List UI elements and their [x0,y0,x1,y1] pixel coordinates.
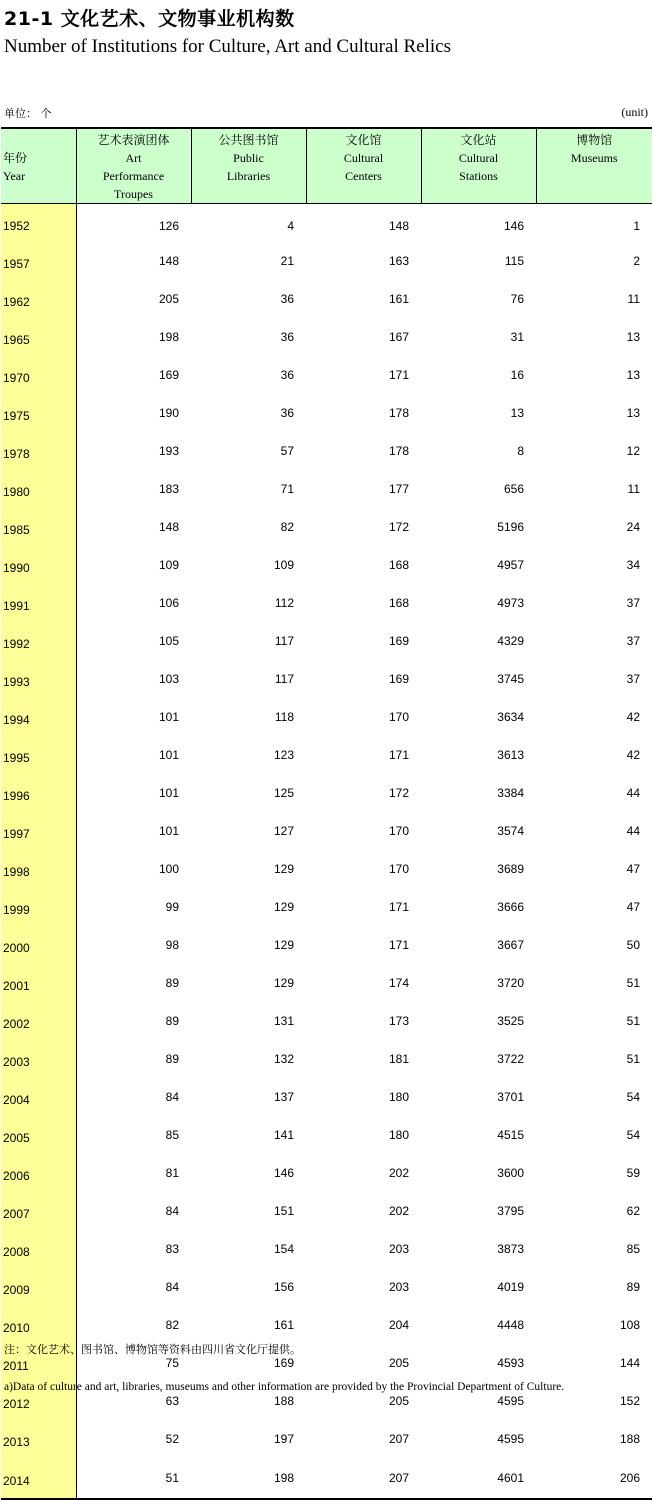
libraries-cell: 118 [274,710,294,724]
libraries-cell: 146 [273,1166,294,1180]
cultural-stations-cell: 3634 [497,710,524,724]
museums-cell: 108 [619,1318,640,1332]
table-row [1,1116,652,1154]
libraries-cell: 188 [273,1394,294,1408]
table-row [1,1078,652,1116]
header-cc-en-2: Centers [345,169,382,183]
art-troupes-cell: 103 [158,672,179,686]
cultural-stations-cell: 4601 [497,1471,524,1485]
year-cell: 2007 [1,1192,76,1230]
year-cell: 2004 [1,1078,76,1116]
cultural-stations-cell: 3384 [497,786,524,800]
cultural-centers-cell: 169 [388,672,409,686]
table-row [1,394,652,432]
cultural-stations-cell: 4019 [497,1280,524,1294]
art-troupes-cell: 101 [158,748,179,762]
year-cell: 1999 [1,888,76,926]
cultural-centers-cell: 204 [388,1318,409,1332]
year-cell: 2003 [1,1040,76,1078]
art-troupes-cell: 193 [158,444,179,458]
cultural-stations-cell: 115 [504,254,524,268]
cultural-centers-cell: 171 [388,748,409,762]
museums-cell: 51 [626,1014,640,1028]
art-troupes-cell: 75 [165,1356,179,1370]
header-year-cn: 年份 [3,151,28,165]
page-title-cn: 21-1 文化艺术、文物事业机构数 [4,8,295,30]
header-art-en-1: Art [125,151,142,165]
table-row [1,280,652,318]
libraries-cell: 57 [280,444,294,458]
cultural-stations-cell: 16 [510,368,524,382]
year-cell: 1997 [1,812,76,850]
cultural-centers-cell: 203 [388,1280,409,1294]
museums-cell: 37 [626,672,640,686]
cultural-centers-cell: 169 [388,634,409,648]
table-row [1,964,652,1002]
cultural-stations-cell: 3745 [497,672,524,686]
cultural-stations-cell: 5196 [497,520,524,534]
art-troupes-cell: 84 [165,1280,179,1294]
table-row [1,470,652,508]
year-cell: 2008 [1,1230,76,1268]
art-troupes-cell: 81 [165,1166,179,1180]
art-troupes-cell: 190 [158,406,179,420]
year-cell: 2002 [1,1002,76,1040]
cultural-stations-cell: 76 [510,292,524,306]
year-cell: 1996 [1,774,76,812]
cultural-stations-cell: 4595 [497,1394,524,1408]
cultural-stations-cell: 4593 [497,1356,524,1370]
museums-cell: 1 [633,219,640,233]
art-troupes-cell: 126 [158,219,179,233]
cultural-centers-cell: 181 [388,1052,409,1066]
table-row [1,1002,652,1040]
cultural-centers-cell: 172 [388,520,409,534]
table-row [1,698,652,736]
museums-cell: 12 [626,444,640,458]
libraries-cell: 197 [273,1432,294,1446]
cultural-stations-cell: 4595 [497,1432,524,1446]
table-row [1,888,652,926]
art-troupes-cell: 84 [165,1090,179,1104]
libraries-cell: 169 [273,1356,294,1370]
art-troupes-cell: 183 [158,482,179,496]
museums-cell: 13 [626,368,640,382]
year-cell: 1957 [1,242,76,280]
libraries-cell: 4 [287,219,294,233]
cultural-centers-cell: 205 [388,1394,409,1408]
museums-cell: 47 [626,900,640,914]
year-cell: 1990 [1,546,76,584]
cultural-stations-cell: 31 [510,330,524,344]
cultural-stations-cell: 3613 [497,748,524,762]
libraries-cell: 21 [280,254,294,268]
table-row [1,1230,652,1268]
museums-cell: 11 [627,482,640,496]
header-cc-en-1: Cultural [343,151,384,165]
cultural-stations-cell: 146 [503,219,524,233]
cultural-stations-cell: 3720 [497,976,524,990]
year-cell: 1991 [1,584,76,622]
art-troupes-cell: 82 [165,1318,179,1332]
cultural-centers-cell: 163 [388,254,409,268]
year-cell: 2010 [1,1306,76,1344]
cultural-stations-cell: 3873 [497,1242,524,1256]
year-cell: 1952 [1,204,76,243]
museums-cell: 37 [626,634,640,648]
year-cell: 1985 [1,508,76,546]
year-cell: 1975 [1,394,76,432]
cultural-stations-cell: 13 [510,406,524,420]
libraries-cell: 123 [273,748,294,762]
museums-cell: 54 [626,1128,640,1142]
cultural-stations-cell: 3795 [497,1204,524,1218]
year-cell: 1962 [1,280,76,318]
libraries-cell: 151 [273,1204,294,1218]
header-art-cn: 艺术表演团体 [97,133,170,147]
cultural-centers-cell: 205 [388,1356,409,1370]
art-troupes-cell: 89 [165,976,179,990]
header-mus-cn: 博物馆 [576,133,613,147]
header-mus-en-1: Museums [570,151,618,165]
cultural-centers-cell: 202 [388,1166,409,1180]
libraries-cell: 36 [280,330,294,344]
museums-cell: 50 [626,938,640,952]
table-row [1,660,652,698]
cultural-centers-cell: 170 [388,710,409,724]
table-row [1,242,652,280]
year-cell: 2012 [1,1382,76,1420]
art-troupes-cell: 84 [165,1204,179,1218]
table-row [1,584,652,622]
art-troupes-cell: 169 [158,368,179,382]
art-troupes-cell: 63 [165,1394,179,1408]
year-cell: 2005 [1,1116,76,1154]
table-row [1,432,652,470]
museums-cell: 144 [619,1356,640,1370]
institutions-table [1,127,652,1500]
libraries-cell: 127 [273,824,294,838]
cultural-centers-cell: 170 [388,862,409,876]
art-troupes-cell: 100 [158,862,179,876]
libraries-cell: 117 [274,634,294,648]
libraries-cell: 137 [273,1090,294,1104]
table-row [1,204,652,243]
libraries-cell: 71 [280,482,294,496]
art-troupes-cell: 101 [158,824,179,838]
year-cell: 2009 [1,1268,76,1306]
cultural-centers-cell: 161 [388,292,409,306]
museums-cell: 206 [619,1471,640,1485]
libraries-cell: 156 [273,1280,294,1294]
museums-cell: 42 [626,710,640,724]
header-cultural-centers [306,128,421,204]
table-row [1,1192,652,1230]
cultural-centers-cell: 207 [388,1432,409,1446]
museums-cell: 42 [626,748,640,762]
museums-cell: 44 [626,824,640,838]
cultural-centers-cell: 202 [388,1204,409,1218]
year-cell: 2011 [1,1344,76,1382]
museums-cell: 2 [633,254,640,268]
art-troupes-cell: 148 [158,254,179,268]
year-cell: 1978 [1,432,76,470]
libraries-cell: 129 [273,862,294,876]
cultural-centers-cell: 171 [388,900,409,914]
art-troupes-cell: 85 [165,1128,179,1142]
cultural-centers-cell: 203 [388,1242,409,1256]
header-public-libraries [191,128,306,204]
year-cell: 1980 [1,470,76,508]
cultural-centers-cell: 167 [388,330,409,344]
libraries-cell: 132 [273,1052,294,1066]
libraries-cell: 154 [273,1242,294,1256]
header-cs-cn: 文化站 [460,133,497,147]
cultural-centers-cell: 168 [388,596,409,610]
cultural-centers-cell: 178 [388,406,409,420]
cultural-stations-cell: 3666 [497,900,524,914]
year-cell: 1992 [1,622,76,660]
art-troupes-cell: 51 [165,1471,179,1485]
museums-cell: 85 [626,1242,640,1256]
art-troupes-cell: 52 [165,1432,179,1446]
cultural-stations-cell: 4448 [497,1318,524,1332]
header-year-en: Year [3,169,26,183]
museums-cell: 13 [626,330,640,344]
table-row [1,622,652,660]
footnote-en: a)Data of culture and art, libraries, museums and other information are provided by the Provincial Department of Culture. [4,1381,565,1393]
cultural-stations-cell: 3574 [497,824,524,838]
page-title-en: Number of Institutions for Culture, Art and Cultural Relics [4,36,451,57]
libraries-cell: 161 [273,1318,294,1332]
cultural-stations-cell: 4515 [497,1128,524,1142]
year-cell: 1970 [1,356,76,394]
art-troupes-cell: 89 [165,1014,179,1028]
cultural-stations-cell: 8 [517,444,524,458]
art-troupes-cell: 99 [165,900,179,914]
cultural-stations-cell: 3667 [497,938,524,952]
libraries-cell: 198 [273,1471,294,1485]
header-cultural-stations [421,128,536,204]
libraries-cell: 36 [280,292,294,306]
cultural-centers-cell: 173 [388,1014,409,1028]
table-row [1,812,652,850]
museums-cell: 44 [626,786,640,800]
table-row [1,318,652,356]
table-row [1,1268,652,1306]
cultural-stations-cell: 3600 [497,1166,524,1180]
museums-cell: 47 [626,862,640,876]
libraries-cell: 36 [280,368,294,382]
cultural-centers-cell: 171 [388,938,409,952]
cultural-centers-cell: 171 [388,368,409,382]
cultural-centers-cell: 177 [388,482,409,496]
art-troupes-cell: 105 [158,634,179,648]
museums-cell: 24 [626,520,640,534]
libraries-cell: 82 [280,520,294,534]
museums-cell: 37 [626,596,640,610]
museums-cell: 152 [619,1394,640,1408]
libraries-cell: 141 [273,1128,294,1142]
table-row [1,774,652,812]
year-cell: 2000 [1,926,76,964]
table-row [1,1458,652,1499]
cultural-centers-cell: 180 [388,1128,409,1142]
header-lib-en-2: Libraries [226,169,271,183]
cultural-stations-cell: 4973 [497,596,524,610]
art-troupes-cell: 205 [158,292,179,306]
year-cell: 2013 [1,1420,76,1458]
year-cell: 2014 [1,1458,76,1499]
year-cell: 2001 [1,964,76,1002]
museums-cell: 34 [626,558,640,572]
table-row [1,356,652,394]
libraries-cell: 112 [274,596,294,610]
year-cell: 1993 [1,660,76,698]
cultural-stations-cell: 4957 [497,558,524,572]
cultural-stations-cell: 656 [503,482,524,496]
header-year [1,128,76,204]
table-row [1,1420,652,1458]
libraries-cell: 125 [273,786,294,800]
year-cell: 1995 [1,736,76,774]
year-cell: 1994 [1,698,76,736]
footnote-cn: 注：文化艺术、图书馆、博物馆等资料由四川省文化厅提供。 [4,1343,301,1356]
museums-cell: 188 [619,1432,640,1446]
table-row [1,1306,652,1344]
museums-cell: 51 [626,1052,640,1066]
cultural-stations-cell: 3722 [497,1052,524,1066]
art-troupes-cell: 106 [158,596,179,610]
table-row [1,736,652,774]
art-troupes-cell: 101 [158,710,179,724]
museums-cell: 62 [626,1204,640,1218]
table-row [1,1154,652,1192]
libraries-cell: 129 [273,976,294,990]
header-cs-en-2: Stations [459,169,498,183]
art-troupes-cell: 89 [165,1052,179,1066]
libraries-cell: 129 [273,900,294,914]
cultural-stations-cell: 4329 [497,634,524,648]
cultural-centers-cell: 178 [388,444,409,458]
cultural-stations-cell: 3525 [497,1014,524,1028]
cultural-centers-cell: 207 [388,1471,409,1485]
libraries-cell: 129 [273,938,294,952]
unit-label-cn: 单位： 个 [4,107,52,120]
header-lib-cn: 公共图书馆 [218,133,279,147]
museums-cell: 11 [627,292,640,306]
table-row [1,508,652,546]
unit-label-en: (unit) [621,105,648,119]
table-row [1,926,652,964]
header-art-en-3: Troupes [114,187,153,201]
year-cell: 1998 [1,850,76,888]
art-troupes-cell: 198 [158,330,179,344]
museums-cell: 54 [626,1090,640,1104]
museums-cell: 13 [626,406,640,420]
cultural-centers-cell: 168 [388,558,409,572]
cultural-stations-cell: 3689 [497,862,524,876]
year-cell: 2006 [1,1154,76,1192]
art-troupes-cell: 109 [158,558,179,572]
art-troupes-cell: 98 [165,938,179,952]
table-body [1,204,652,1500]
art-troupes-cell: 83 [165,1242,179,1256]
museums-cell: 51 [626,976,640,990]
libraries-cell: 109 [273,558,294,572]
museums-cell: 59 [626,1166,640,1180]
header-lib-en-1: Public [233,151,264,165]
header-cs-en-1: Cultural [458,151,499,165]
libraries-cell: 131 [273,1014,294,1028]
art-troupes-cell: 101 [158,786,179,800]
table-row [1,850,652,888]
cultural-centers-cell: 180 [388,1090,409,1104]
table-row [1,1040,652,1078]
header-cc-cn: 文化馆 [345,133,382,147]
table-header-row [1,128,652,204]
libraries-cell: 117 [274,672,294,686]
cultural-centers-cell: 170 [388,824,409,838]
museums-cell: 89 [626,1280,640,1294]
cultural-stations-cell: 3701 [497,1090,524,1104]
year-cell: 1965 [1,318,76,356]
table-row [1,546,652,584]
art-troupes-cell: 148 [158,520,179,534]
cultural-centers-cell: 148 [388,219,409,233]
cultural-centers-cell: 174 [388,976,409,990]
cultural-centers-cell: 172 [388,786,409,800]
header-art-en-2: Performance [102,169,165,183]
libraries-cell: 36 [280,406,294,420]
header-museums [536,128,652,204]
header-art-troupes [76,128,191,204]
